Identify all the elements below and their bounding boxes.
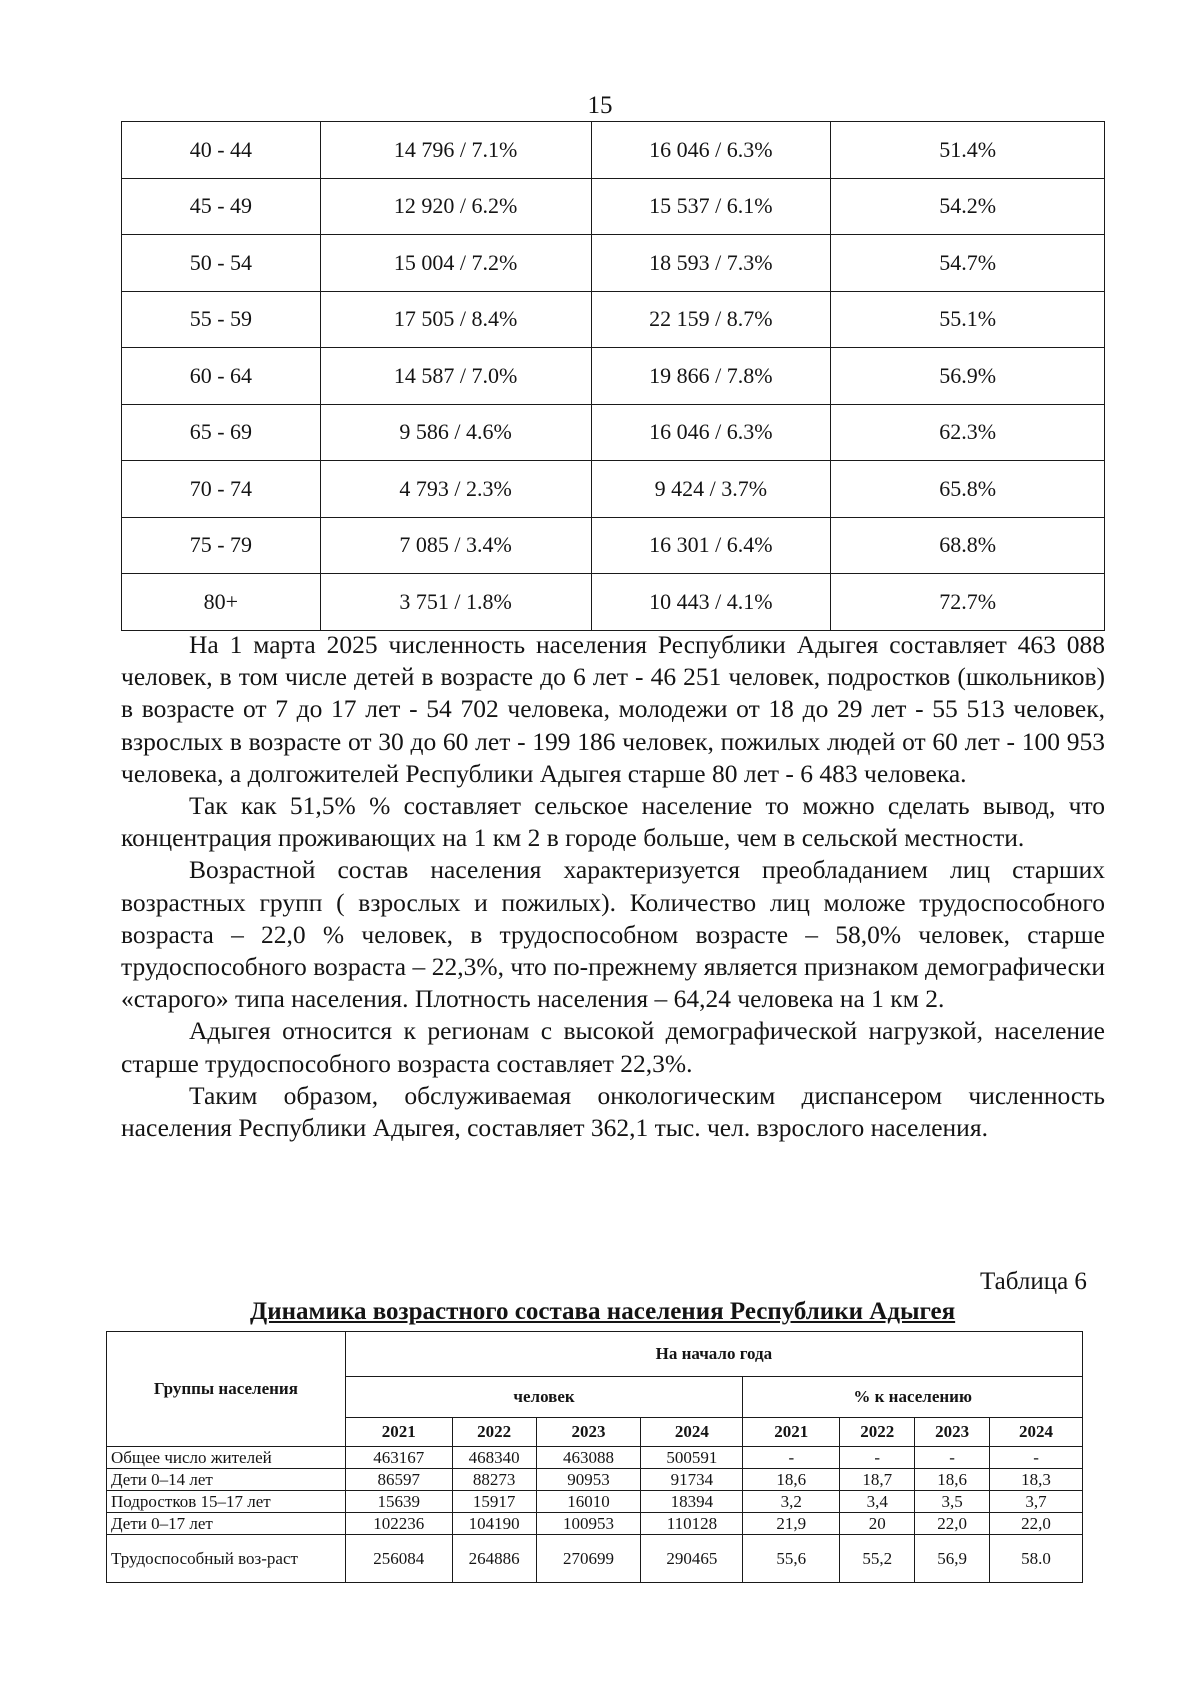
value-cell: 9 424 / 3.7% — [591, 461, 831, 518]
value-cell: 20 — [840, 1513, 915, 1535]
age-group-cell: 40 - 44 — [122, 122, 321, 179]
table-row — [122, 178, 1105, 235]
value-cell: 88273 — [452, 1469, 536, 1491]
paragraph: На 1 марта 2025 численность населения Республики Адыгея составляет 463 088 человек, в том числе детей в возрасте до 6 лет - 46 251 человек, подростков (школьников) в возрасте от 7 до 17 лет - 54 702 человека, молодежи от 18 до 29 лет - 55 513 человек, взрослых в возрасте от 30 до 60 лет - 199 186 человек, пожилых людей от 60 лет - 100 953 человека, а долгожителей Республики Адыгея старше 80 лет - 6 483 человека. — [121, 630, 1105, 788]
value-cell: 256084 — [345, 1535, 452, 1583]
year-header: 2021 — [743, 1418, 840, 1447]
value-cell: 12 920 / 6.2% — [320, 178, 591, 235]
value-cell: 18,7 — [840, 1469, 915, 1491]
value-cell: 9 586 / 4.6% — [320, 404, 591, 461]
value-cell: - — [743, 1447, 840, 1469]
percent-cell: 72.7% — [831, 574, 1105, 631]
value-cell: 22 159 / 8.7% — [591, 291, 831, 348]
percent-cell: 68.8% — [831, 517, 1105, 574]
value-cell: 91734 — [641, 1469, 743, 1491]
row-label: Подростков 15–17 лет — [107, 1491, 346, 1513]
value-cell: 10 443 / 4.1% — [591, 574, 831, 631]
value-cell: 102236 — [345, 1513, 452, 1535]
value-cell: 3,4 — [840, 1491, 915, 1513]
percent-cell: 51.4% — [831, 122, 1105, 179]
age-group-cell: 75 - 79 — [122, 517, 321, 574]
table-row — [122, 461, 1105, 518]
value-cell: 22,0 — [915, 1513, 990, 1535]
value-cell: 270699 — [536, 1535, 641, 1583]
value-cell: 58.0 — [990, 1535, 1083, 1583]
row-label: Дети 0–17 лет — [107, 1513, 346, 1535]
value-cell: 18,6 — [915, 1469, 990, 1491]
table-row — [107, 1469, 1083, 1491]
value-cell: 3,7 — [990, 1491, 1083, 1513]
value-cell: 463088 — [536, 1447, 641, 1469]
table-row — [107, 1513, 1083, 1535]
value-cell: 264886 — [452, 1535, 536, 1583]
value-cell: 15 537 / 6.1% — [591, 178, 831, 235]
value-cell: 55,6 — [743, 1535, 840, 1583]
age-group-cell: 50 - 54 — [122, 235, 321, 292]
value-cell: 16010 — [536, 1491, 641, 1513]
age-distribution-table — [121, 121, 1105, 631]
value-cell: - — [840, 1447, 915, 1469]
table-title: Динамика возрастного состава населения Республики Адыгея — [250, 1298, 956, 1325]
group-header: Группы населения — [107, 1332, 346, 1447]
value-cell: 7 085 / 3.4% — [320, 517, 591, 574]
value-cell: 18394 — [641, 1491, 743, 1513]
value-cell: 14 796 / 7.1% — [320, 122, 591, 179]
value-cell: 15639 — [345, 1491, 452, 1513]
value-cell: 16 046 / 6.3% — [591, 404, 831, 461]
year-header: 2024 — [990, 1418, 1083, 1447]
table-row — [122, 348, 1105, 405]
value-cell: 86597 — [345, 1469, 452, 1491]
year-header: 2023 — [915, 1418, 990, 1447]
year-header: 2021 — [345, 1418, 452, 1447]
percent-cell: 65.8% — [831, 461, 1105, 518]
value-cell: 16 301 / 6.4% — [591, 517, 831, 574]
value-cell: 290465 — [641, 1535, 743, 1583]
table-caption: Таблица 6 — [980, 1268, 1087, 1295]
value-cell: 463167 — [345, 1447, 452, 1469]
value-cell: 90953 — [536, 1469, 641, 1491]
value-cell: 110128 — [641, 1513, 743, 1535]
row-label: Трудоспособный воз-раст — [107, 1535, 346, 1583]
age-group-cell: 80+ — [122, 574, 321, 631]
value-cell: 18,6 — [743, 1469, 840, 1491]
value-cell: 100953 — [536, 1513, 641, 1535]
table-row — [107, 1491, 1083, 1513]
percent-cell: 54.2% — [831, 178, 1105, 235]
table-row — [122, 404, 1105, 461]
value-cell: 17 505 / 8.4% — [320, 291, 591, 348]
percent-cell: 55.1% — [831, 291, 1105, 348]
age-group-cell: 65 - 69 — [122, 404, 321, 461]
value-cell: 104190 — [452, 1513, 536, 1535]
table-row — [107, 1447, 1083, 1469]
year-header: 2022 — [840, 1418, 915, 1447]
value-cell: 3 751 / 1.8% — [320, 574, 591, 631]
paragraph: Адыгея относится к регионам с высокой демографической нагрузкой, население старше трудоспособного возраста составляет 22,3%. — [121, 1016, 1105, 1078]
table-row — [122, 235, 1105, 292]
percent-cell: 62.3% — [831, 404, 1105, 461]
value-cell: 14 587 / 7.0% — [320, 348, 591, 405]
value-cell: 500591 — [641, 1447, 743, 1469]
row-label: Дети 0–14 лет — [107, 1469, 346, 1491]
year-header: 2023 — [536, 1418, 641, 1447]
page-number: 15 — [587, 92, 613, 119]
value-cell: - — [990, 1447, 1083, 1469]
value-cell: 3,2 — [743, 1491, 840, 1513]
value-cell: 56,9 — [915, 1535, 990, 1583]
value-cell: 15917 — [452, 1491, 536, 1513]
age-group-cell: 60 - 64 — [122, 348, 321, 405]
value-cell: 19 866 / 7.8% — [591, 348, 831, 405]
age-group-cell: 55 - 59 — [122, 291, 321, 348]
value-cell: 22,0 — [990, 1513, 1083, 1535]
percent-cell: 56.9% — [831, 348, 1105, 405]
value-cell: 18,3 — [990, 1469, 1083, 1491]
people-header: человек — [345, 1377, 743, 1418]
paragraph: Возрастной состав населения характеризуется преобладанием лиц старших возрастных групп ( взрослых и пожилых). Количество лиц моложе трудоспособного возраста – 22,0 % человек, в трудоспособном возрасте – 58,0% человек, старше трудоспособного возраста – 22,3%, что по-прежнему является признаком демографически «старого» типа населения. Плотность населения – 64,24 человека на 1 км 2. — [121, 855, 1105, 1014]
table-row — [122, 517, 1105, 574]
table-row — [122, 122, 1105, 179]
year-header: 2022 — [452, 1418, 536, 1447]
value-cell: 16 046 / 6.3% — [591, 122, 831, 179]
value-cell: 468340 — [452, 1447, 536, 1469]
value-cell: 3,5 — [915, 1491, 990, 1513]
percent-cell: 54.7% — [831, 235, 1105, 292]
age-group-cell: 70 - 74 — [122, 461, 321, 518]
row-label: Общее число жителей — [107, 1447, 346, 1469]
age-group-cell: 45 - 49 — [122, 178, 321, 235]
value-cell: 15 004 / 7.2% — [320, 235, 591, 292]
table-row — [122, 291, 1105, 348]
value-cell: - — [915, 1447, 990, 1469]
value-cell: 21,9 — [743, 1513, 840, 1535]
table-row — [122, 574, 1105, 631]
value-cell: 55,2 — [840, 1535, 915, 1583]
paragraph: Таким образом, обслуживаемая онкологическим диспансером численность населения Республики Адыгея, составляет 362,1 тыс. чел. взрослого населения. — [121, 1080, 1105, 1143]
period-header: На начало года — [345, 1332, 1082, 1377]
age-dynamics-table — [106, 1331, 1083, 1583]
value-cell: 4 793 / 2.3% — [320, 461, 591, 518]
body-text — [121, 629, 1105, 1144]
table-row — [107, 1535, 1083, 1583]
paragraph: Так как 51,5% % составляет сельское население то можно сделать вывод, что концентрация проживающих на 1 км 2 в городе больше, чем в сельской местности. — [121, 791, 1105, 853]
value-cell: 18 593 / 7.3% — [591, 235, 831, 292]
percent-header: % к населению — [743, 1377, 1083, 1418]
year-header: 2024 — [641, 1418, 743, 1447]
